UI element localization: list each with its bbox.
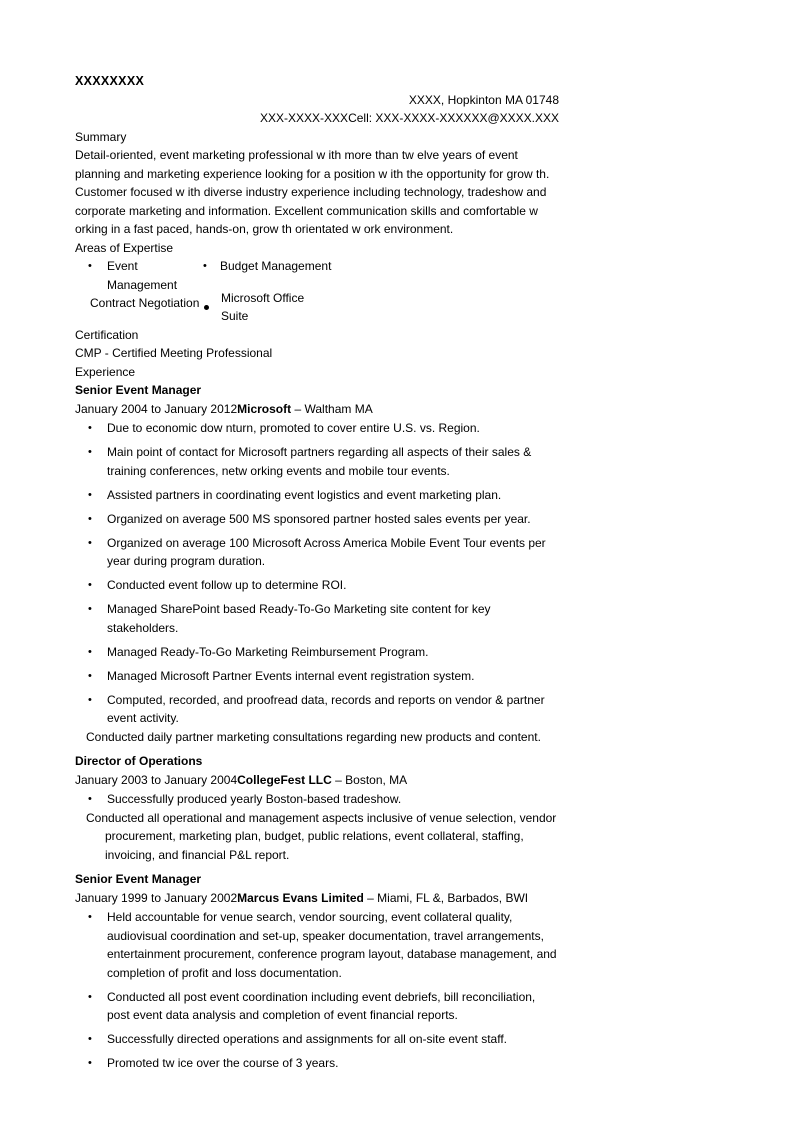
job-bullet-list [75,790,559,809]
job-location: – Miami, FL &, Barbados, BWI [363,890,529,905]
job-bullet: • Managed SharePoint based Ready-To-Go Marketing site content for key stakeholders. [75,600,559,637]
job-bullet-list [75,908,559,1073]
job-title: Senior Event Manager [75,872,202,886]
bullet-icon: • [88,260,92,272]
job-date-line [75,771,559,790]
expertise-item-label: Budget Management [220,259,332,273]
job-bullet: • Due to economic dow nturn, promoted to cover entire U.S. vs. Region. [75,419,559,438]
job-entry-marcus-evans [75,870,559,1073]
bullet-icon: • [203,260,207,272]
expertise-column-2 [203,257,403,326]
job-dates: January 2004 to January 2012 [75,401,238,416]
job-company: CollegeFest LLC [237,772,332,787]
expertise-column-1 [75,257,203,313]
job-dates: January 2003 to January 2004 [75,772,238,787]
job-location: – Boston, MA [331,772,408,787]
job-title: Senior Event Manager [75,383,202,397]
job-company: Marcus Evans Limited [237,890,364,905]
job-company: Microsoft [237,401,292,416]
job-bullet: • Successfully produced yearly Boston-based tradeshow. [75,790,559,809]
expertise-item-budget-management [203,257,353,276]
expertise-item-contract-negotiation: Contract Negotiation [90,296,200,310]
bullet-icon [204,305,209,310]
expertise-heading: Areas of Expertise [75,240,174,255]
job-entry-collegefest [75,752,559,864]
job-dates: January 1999 to January 2002 [75,890,238,905]
certification-text: CMP - Certified Meeting Professional [75,346,273,360]
job-bullet: • Conducted all post event coordination including event debriefs, bill reconciliation, post event data analysis and completion of event financial reports. [75,988,559,1025]
experience-heading: Experience [75,364,136,379]
job-bullet: • Assisted partners in coordinating event logistics and event marketing plan. [75,486,559,505]
job-bullet: • Held accountable for venue search, vendor sourcing, event collateral quality, audiovisual coordination and set-up, speaker documentation, travel arrangements, entertainment procurement, conference program layout, database management, and completion of profit and loss documentation. [75,908,559,982]
resume-content [75,72,559,1073]
expertise-item-event-management [75,257,197,294]
job-bullet: • Organized on average 100 Microsoft Across America Mobile Event Tour events per year during program duration. [75,534,559,571]
job-note: Conducted daily partner marketing consultations regarding new products and content. [86,729,541,744]
job-bullet: • Managed Ready-To-Go Marketing Reimbursement Program. [75,643,559,662]
job-bullet: • Conducted event follow up to determine ROI. [75,576,559,595]
job-entry-microsoft [75,381,559,746]
expertise-item-label: Microsoft Office Suite [221,290,305,323]
job-bullet: • Computed, recorded, and proofread data, records and reports on vendor & partner event activity. [75,691,559,728]
job-bullet: • Main point of contact for Microsoft partners regarding all aspects of their sales & training conferences, netw orking events and mobile tour events. [75,443,559,480]
job-bullet-list [75,419,559,728]
address-line: XXXX, Hopkinton MA 01748 [408,92,559,107]
job-location: – Waltham MA [291,401,373,416]
job-bullet: • Successfully directed operations and assignments for all on-site event staff. [75,1030,559,1049]
expertise-list [75,257,559,326]
resume-name: XXXXXXXX [75,74,145,88]
job-date-line [75,400,559,419]
job-note: Conducted all operational and management aspects inclusive of venue selection, vendor procurement, marketing plan, budget, public relations, event collateral, staffing, invoicing, and financial P&L report. [86,810,557,862]
expertise-item-label: Event Management [107,259,178,292]
expertise-item-microsoft-office-suite [203,289,353,326]
job-date-line [75,889,559,908]
summary-text: Detail-oriented, event marketing professional w ith more than tw elve years of event planning and marketing experience looking for a position w ith the opportunity for grow th. Customer focused w ith diverse industry experience including technology, tradeshow and corporate marketing and information. Excellent communication skills and comfortable w orking in a fast paced, hands-on, grow th orientated w ork environment. [75,148,550,236]
summary-heading: Summary [75,129,127,144]
job-bullet: • Organized on average 500 MS sponsored partner hosted sales events per year. [75,510,559,529]
job-title: Director of Operations [75,754,203,768]
job-bullet: • Managed Microsoft Partner Events internal event registration system. [75,667,559,686]
job-bullet: • Promoted tw ice over the course of 3 years. [75,1054,559,1073]
contact-line: XXX-XXXX-XXXCell: XXX-XXXX-XXXXXX@XXXX.XXX [260,111,559,125]
certification-heading: Certification [75,327,139,342]
